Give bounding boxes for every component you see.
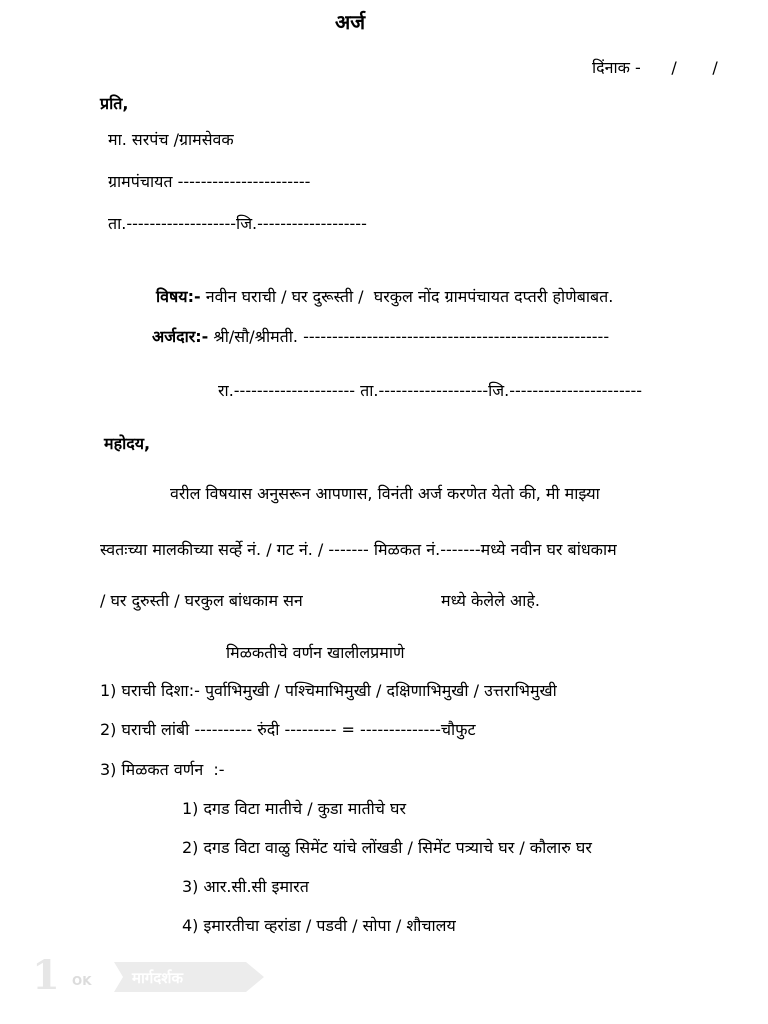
- subject-text: नवीन घराची / घर दुरूस्ती / घरकुल नोंद ग्रामपंचायत दप्तरी होणेबाबत.: [200, 287, 614, 306]
- description-item-1: 1) घराची दिशा:- पुर्वाभिमुखी / पश्चिमाभिमुखी / दक्षिणाभिमुखी / उत्तराभिमुखी: [100, 681, 557, 700]
- to-prati: प्रति,: [100, 94, 129, 113]
- to-grampanchayat: ग्रामपंचायत -----------------------: [108, 172, 311, 191]
- watermark-text: मार्गदर्शक: [132, 969, 183, 987]
- description-sub-3: 3) आर.सी.सी इमारत: [182, 877, 309, 896]
- description-sub-1: 1) दगड विटा मातीचे / कुडा मातीचे घर: [182, 799, 406, 818]
- body-line-1: वरील विषयास अनुसरून आपणास, विनंती अर्ज करणेत येतो की, मी माझ्या: [170, 484, 600, 503]
- body-line-2: स्वतःच्या मालकीच्या सर्व्हे नं. / गट नं. / ------- मिळकत नं.-------मध्ये नवीन घर बांधकाम: [100, 540, 617, 559]
- date-line: दिंनाक - / /: [592, 58, 718, 77]
- watermark-logo: [32, 952, 252, 1002]
- description-item-3: 3) मिळकत वर्णन :-: [100, 760, 225, 779]
- description-heading: मिळकतीचे वर्णन खालीलप्रमाणे: [226, 643, 405, 662]
- description-item-2: 2) घराची लांबी ---------- रुंदी --------- = --------------चौफुट: [100, 720, 476, 739]
- page-title: अर्ज: [335, 10, 366, 34]
- to-recipient: मा. सरपंच /ग्रामसेवक: [108, 130, 234, 149]
- applicant-line: [152, 329, 609, 345]
- body-line-3a: / घर दुरुस्ती / घरकुल बांधकाम सन: [100, 591, 303, 610]
- applicant-label: अर्जदार:-: [152, 327, 209, 346]
- subject-line: [156, 289, 613, 305]
- applicant-text: श्री/सौ/श्रीमती. -----------------------------------------------------: [208, 327, 610, 346]
- salutation: महोदय,: [104, 434, 151, 453]
- applicant-address: रा.--------------------- ता.-------------------जि.-----------------------: [218, 381, 643, 400]
- body-line-3b: मध्ये केलेले आहे.: [441, 591, 540, 610]
- description-sub-2: 2) दगड विटा वाळु सिमेंट यांचे लोंखडी / सिमेंट पत्र्याचे घर / कौलारु घर: [182, 838, 592, 857]
- description-sub-4: 4) इमारतीचा व्हरांडा / पडवी / सोपा / शौचालय: [182, 916, 456, 935]
- subject-label: विषय:-: [156, 287, 201, 306]
- watermark-ok: OK: [72, 974, 92, 988]
- to-taluka-district: ता.-------------------जि.-------------------: [108, 214, 367, 233]
- watermark-number: 1: [32, 952, 60, 999]
